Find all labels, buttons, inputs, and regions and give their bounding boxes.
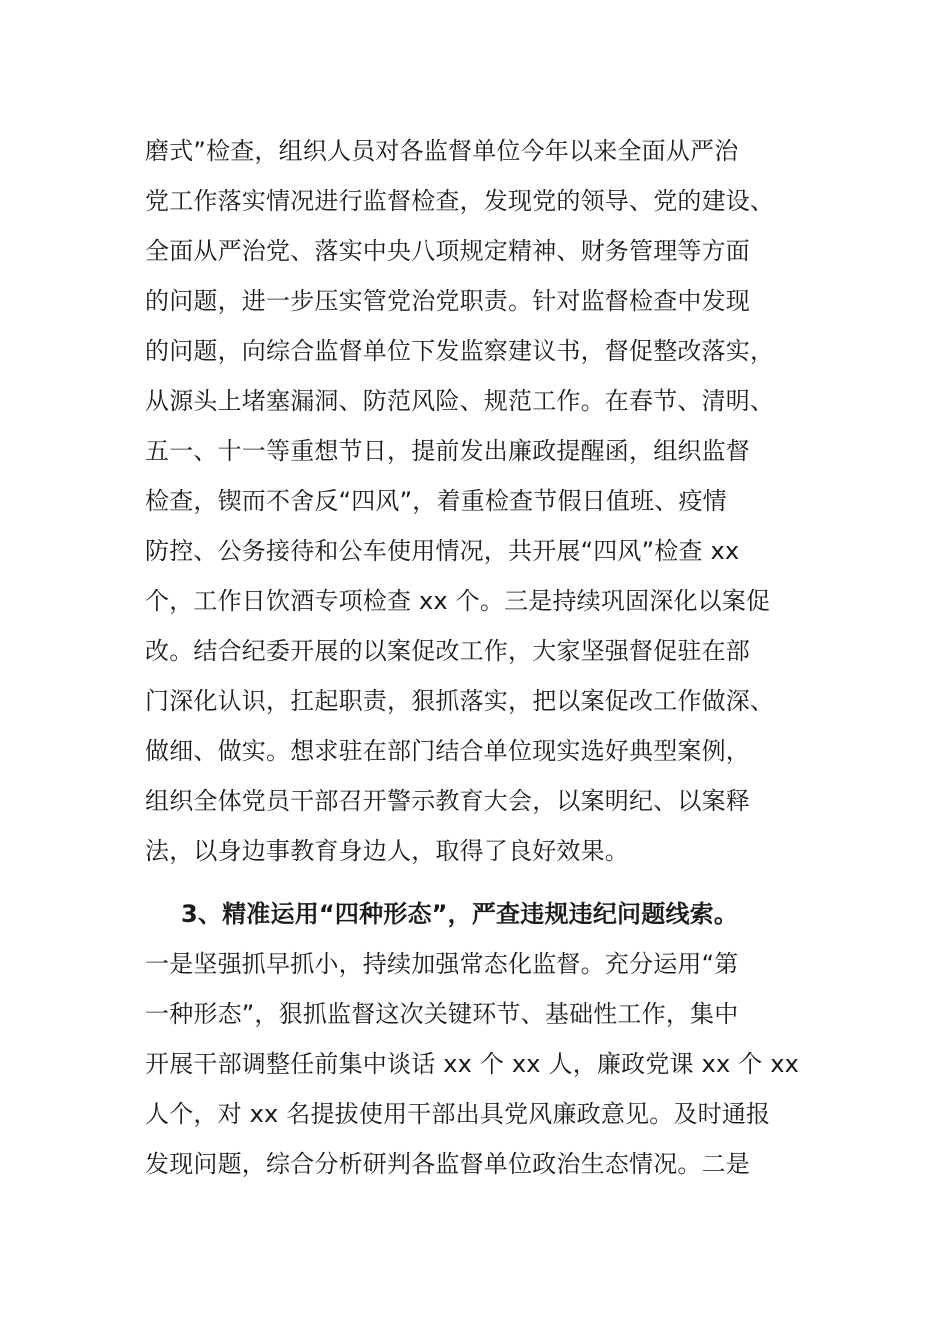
body-line: 磨式”检查，组织人员对各监督单位今年以来全面从严治 [145,137,739,165]
body-line: 党工作落实情况进行监督检查，发现党的领导、党的建设、 [145,187,775,215]
body-line: 一是坚强抓早抓小，持续加强常态化监督。充分运用“第 [145,950,739,978]
body-line: 防控、公务接待和公车使用情况，共开展“四风”检查 xx [145,537,740,565]
body-line: 五一、十一等重想节日，提前发出廉政提醒函，组织监督 [145,437,750,465]
body-line: 改。结合纪委开展的以案促改工作，大家坚强督促驻在部 [145,637,750,665]
body-line: 发现问题，综合分析研判各监督单位政治生态情况。二是 [145,1150,750,1178]
body-line: 一种形态”，狠抓监督这次关键环节、基础性工作，集中 [145,1000,739,1028]
body-line: 个，工作日饮酒专项检查 xx 个。三是持续巩固深化以案促 [145,587,771,615]
body-line: 开展干部调整任前集中谈话 xx 个 xx 人，廉政党课 xx 个 xx [145,1050,800,1078]
body-line: 组织全体党员干部召开警示教育大会，以案明纪、以案释 [145,787,750,815]
body-line: 的问题，进一步压实管党治党职责。针对监督检查中发现 [145,287,750,315]
body-line: 门深化认识，扛起职责，狠抓落实，把以案促改工作做深、 [145,687,775,715]
body-line: 做细、做实。想求驻在部门结合单位现实选好典型案例， [145,737,750,765]
body-line: 检查，锲而不舍反“四风”，着重检查节假日值班、疫情 [145,487,727,515]
section-heading: 3、精准运用“四种形态”，严查违规违纪问题线索。 [181,900,739,928]
body-line: 从源头上堵塞漏洞、防范风险、规范工作。在春节、清明、 [145,387,775,415]
document-body [145,126,805,1189]
body-line: 全面从严治党、落实中央八项规定精神、财务管理等方面 [145,237,750,265]
body-line: 人个，对 xx 名提拔使用干部出具党风廉政意见。及时通报 [145,1100,771,1128]
body-line: 的问题，向综合监督单位下发监察建议书，督促整改落实， [145,337,775,365]
body-line: 法，以身边事教育身边人，取得了良好效果。 [145,837,629,865]
